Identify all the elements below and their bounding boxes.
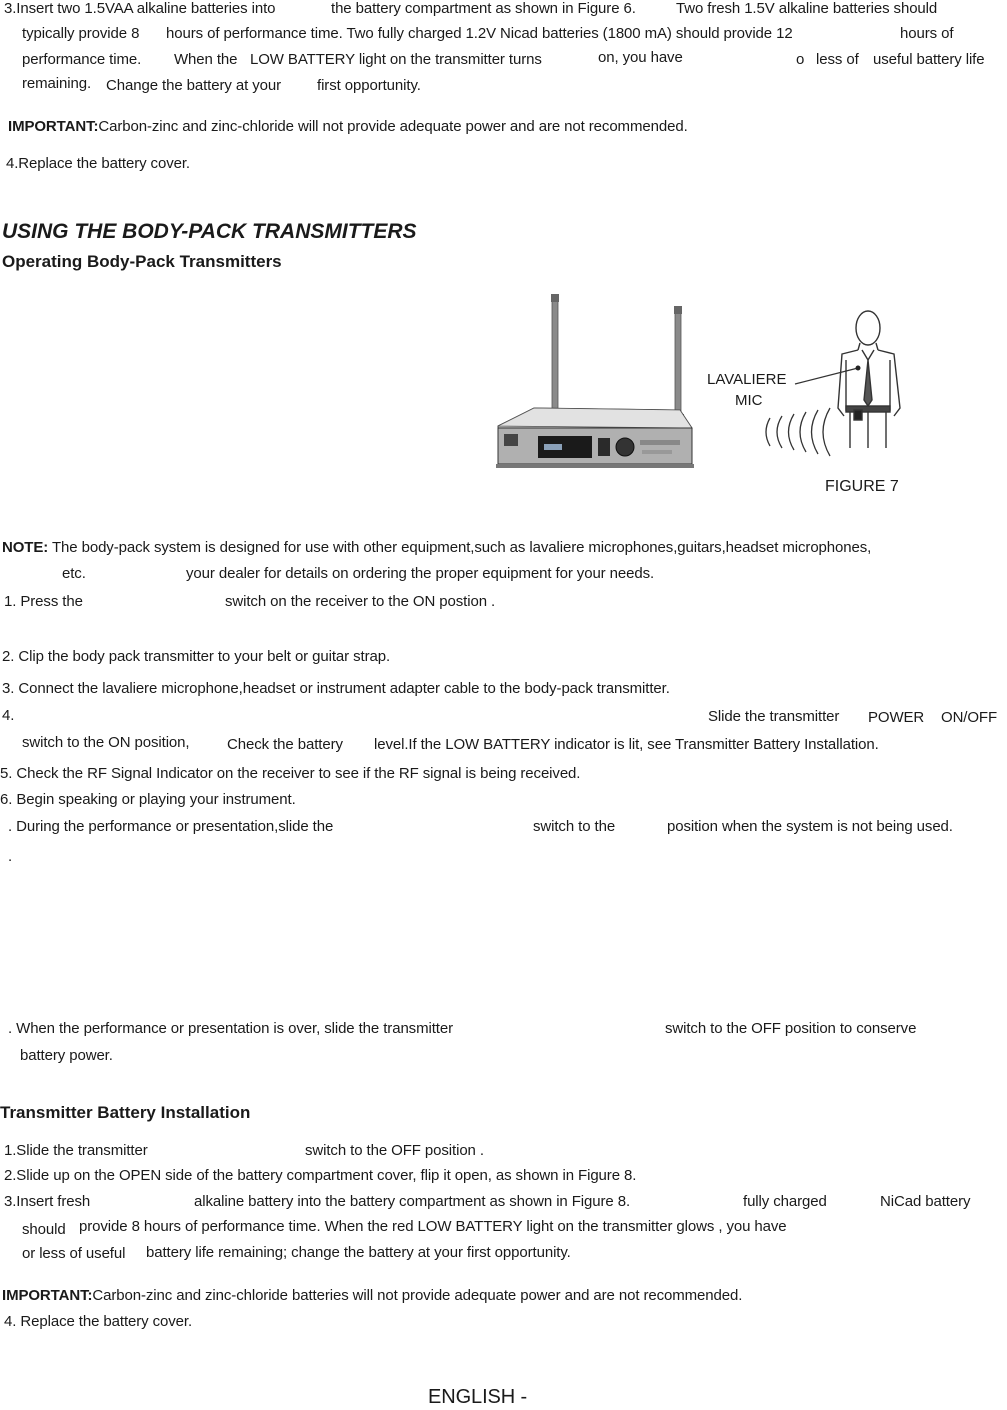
op-step4-number: 4. [2,707,15,724]
op-step4-line2b: Check the battery [227,736,343,753]
sec3-line3g: useful battery life [873,51,985,68]
note-line1 [2,539,871,557]
bat-step3a: 3.Insert fresh [4,1193,91,1210]
op-step8b: switch to the OFF position to conserve [665,1020,917,1037]
note-text: The body-pack system is designed for use with other equipment,such as lavaliere microphones,guitars,headset microphones, [51,539,872,556]
op-step8a: . When the performance or presentation is over, slide the transmitter [8,1020,453,1037]
op-step7a: . During the performance or presentation,slide the [8,818,334,835]
note-line2b: your dealer for details on ordering the proper equipment for your needs. [186,565,655,582]
mic-leader-line [795,368,858,384]
important-text-2: Carbon-zinc and zinc-chloride batteries will not provide adequate power and are not recommended. [92,1287,743,1304]
antenna-right-icon [672,306,684,424]
bat-step3-line2a: should [22,1221,66,1238]
op-step6: 6. Begin speaking or playing your instrument. [0,791,296,808]
op-step4-right-b: POWER [868,709,925,726]
op-step8c: battery power. [20,1047,113,1064]
op-step4-line2a: switch to the ON position, [22,734,190,751]
op-step1a: 1. Press the [4,593,83,610]
sec3-line1c: Two fresh 1.5V alkaline batteries should [676,0,938,17]
bat-step3c: fully charged [743,1193,827,1210]
bat-step1a: 1.Slide the transmitter [4,1142,148,1159]
sec3-line3b: When the [174,51,238,68]
sec3-line4c: first opportunity. [317,77,421,94]
sec3-line3c: LOW BATTERY light on the transmitter turns [250,51,542,68]
person-figure-icon [838,311,900,448]
figure-caption: FIGURE 7 [825,478,899,495]
note-line2a: etc. [62,565,86,582]
op-step2: 2. Clip the body pack transmitter to your belt or guitar strap. [2,648,391,665]
sec3-line4a: remaining. [22,75,92,92]
figure-7 [470,288,970,503]
subsection-heading: Operating Body-Pack Transmitters [2,252,282,271]
receiver-and-person-illustration [470,288,970,503]
op-step7b: switch to the [533,818,616,835]
antenna-left-icon [549,294,561,422]
sec3-line4b: Change the battery at your [106,77,282,94]
important-note-2 [2,1287,742,1305]
op-step1b: switch on the receiver to the ON postion . [225,593,496,610]
mic-label-line1: LAVALIERE [707,371,787,388]
bat-step3-line2b: provide 8 hours of performance time. When the red LOW BATTERY light on the transmitter glows , you have [79,1218,787,1235]
signal-waves-icon [766,408,830,456]
important-text: Carbon-zinc and zinc-chloride will not provide adequate power and are not recommended. [98,118,688,135]
sec3-line3f: less of [816,51,859,68]
op-step4-right-a: Slide the transmitter [708,708,840,725]
bat-step3-line3a: or less of useful [22,1245,126,1262]
sec3-line3a: performance time. [22,51,142,68]
important-note-1 [8,118,688,136]
op-step3: 3. Connect the lavaliere microphone,headset or instrument adapter cable to the body-pack transmitter. [2,680,670,697]
op-step5: 5. Check the RF Signal Indicator on the receiver to see if the RF signal is being received. [0,765,581,782]
sec3-line2b: hours of performance time. Two fully charged 1.2V Nicad batteries (1800 mA) should provide 12 [166,25,793,42]
sec3-line1a: 3.Insert two 1.5VAA alkaline batteries into [4,0,276,17]
page-footer: ENGLISH - [428,1386,528,1408]
op-step4-line2c: level.If the LOW BATTERY indicator is lit, see Transmitter Battery Installation. [374,736,879,753]
bat-step3d: NiCad battery [880,1193,971,1210]
op-step4-right-c: ON/OFF [941,709,998,726]
sec3-line2a: typically provide 8 [22,25,140,42]
replace-cover-step: 4.Replace the battery cover. [6,155,190,172]
bat-step2: 2.Slide up on the OPEN side of the battery compartment cover, flip it open, as shown in Figure 8. [4,1167,637,1184]
section-heading: USING THE BODY-PACK TRANSMITTERS [2,220,417,243]
sec3-line3e: o [796,51,805,68]
important-label: IMPORTANT: [8,118,99,135]
receiver-icon [496,408,694,468]
note-label: NOTE: [2,539,49,556]
bat-step3-line3b: battery life remaining; change the battery at your first opportunity. [146,1244,571,1261]
bat-step1b: switch to the OFF position . [305,1142,484,1159]
bat-step3b: alkaline battery into the battery compartment as shown in Figure 8. [194,1193,631,1210]
bat-step4: 4. Replace the battery cover. [4,1313,193,1330]
sec3-line1b: the battery compartment as shown in Figure 6. [331,0,636,17]
op-step7d: . [8,848,13,865]
op-step7c: position when the system is not being used. [667,818,953,835]
important-label-2: IMPORTANT: [2,1287,93,1304]
mic-label-line2: MIC [735,392,763,409]
sec3-line2c: hours of [900,25,954,42]
battery-heading: Transmitter Battery Installation [0,1103,251,1122]
sec3-line3d: on, you have [598,49,683,66]
